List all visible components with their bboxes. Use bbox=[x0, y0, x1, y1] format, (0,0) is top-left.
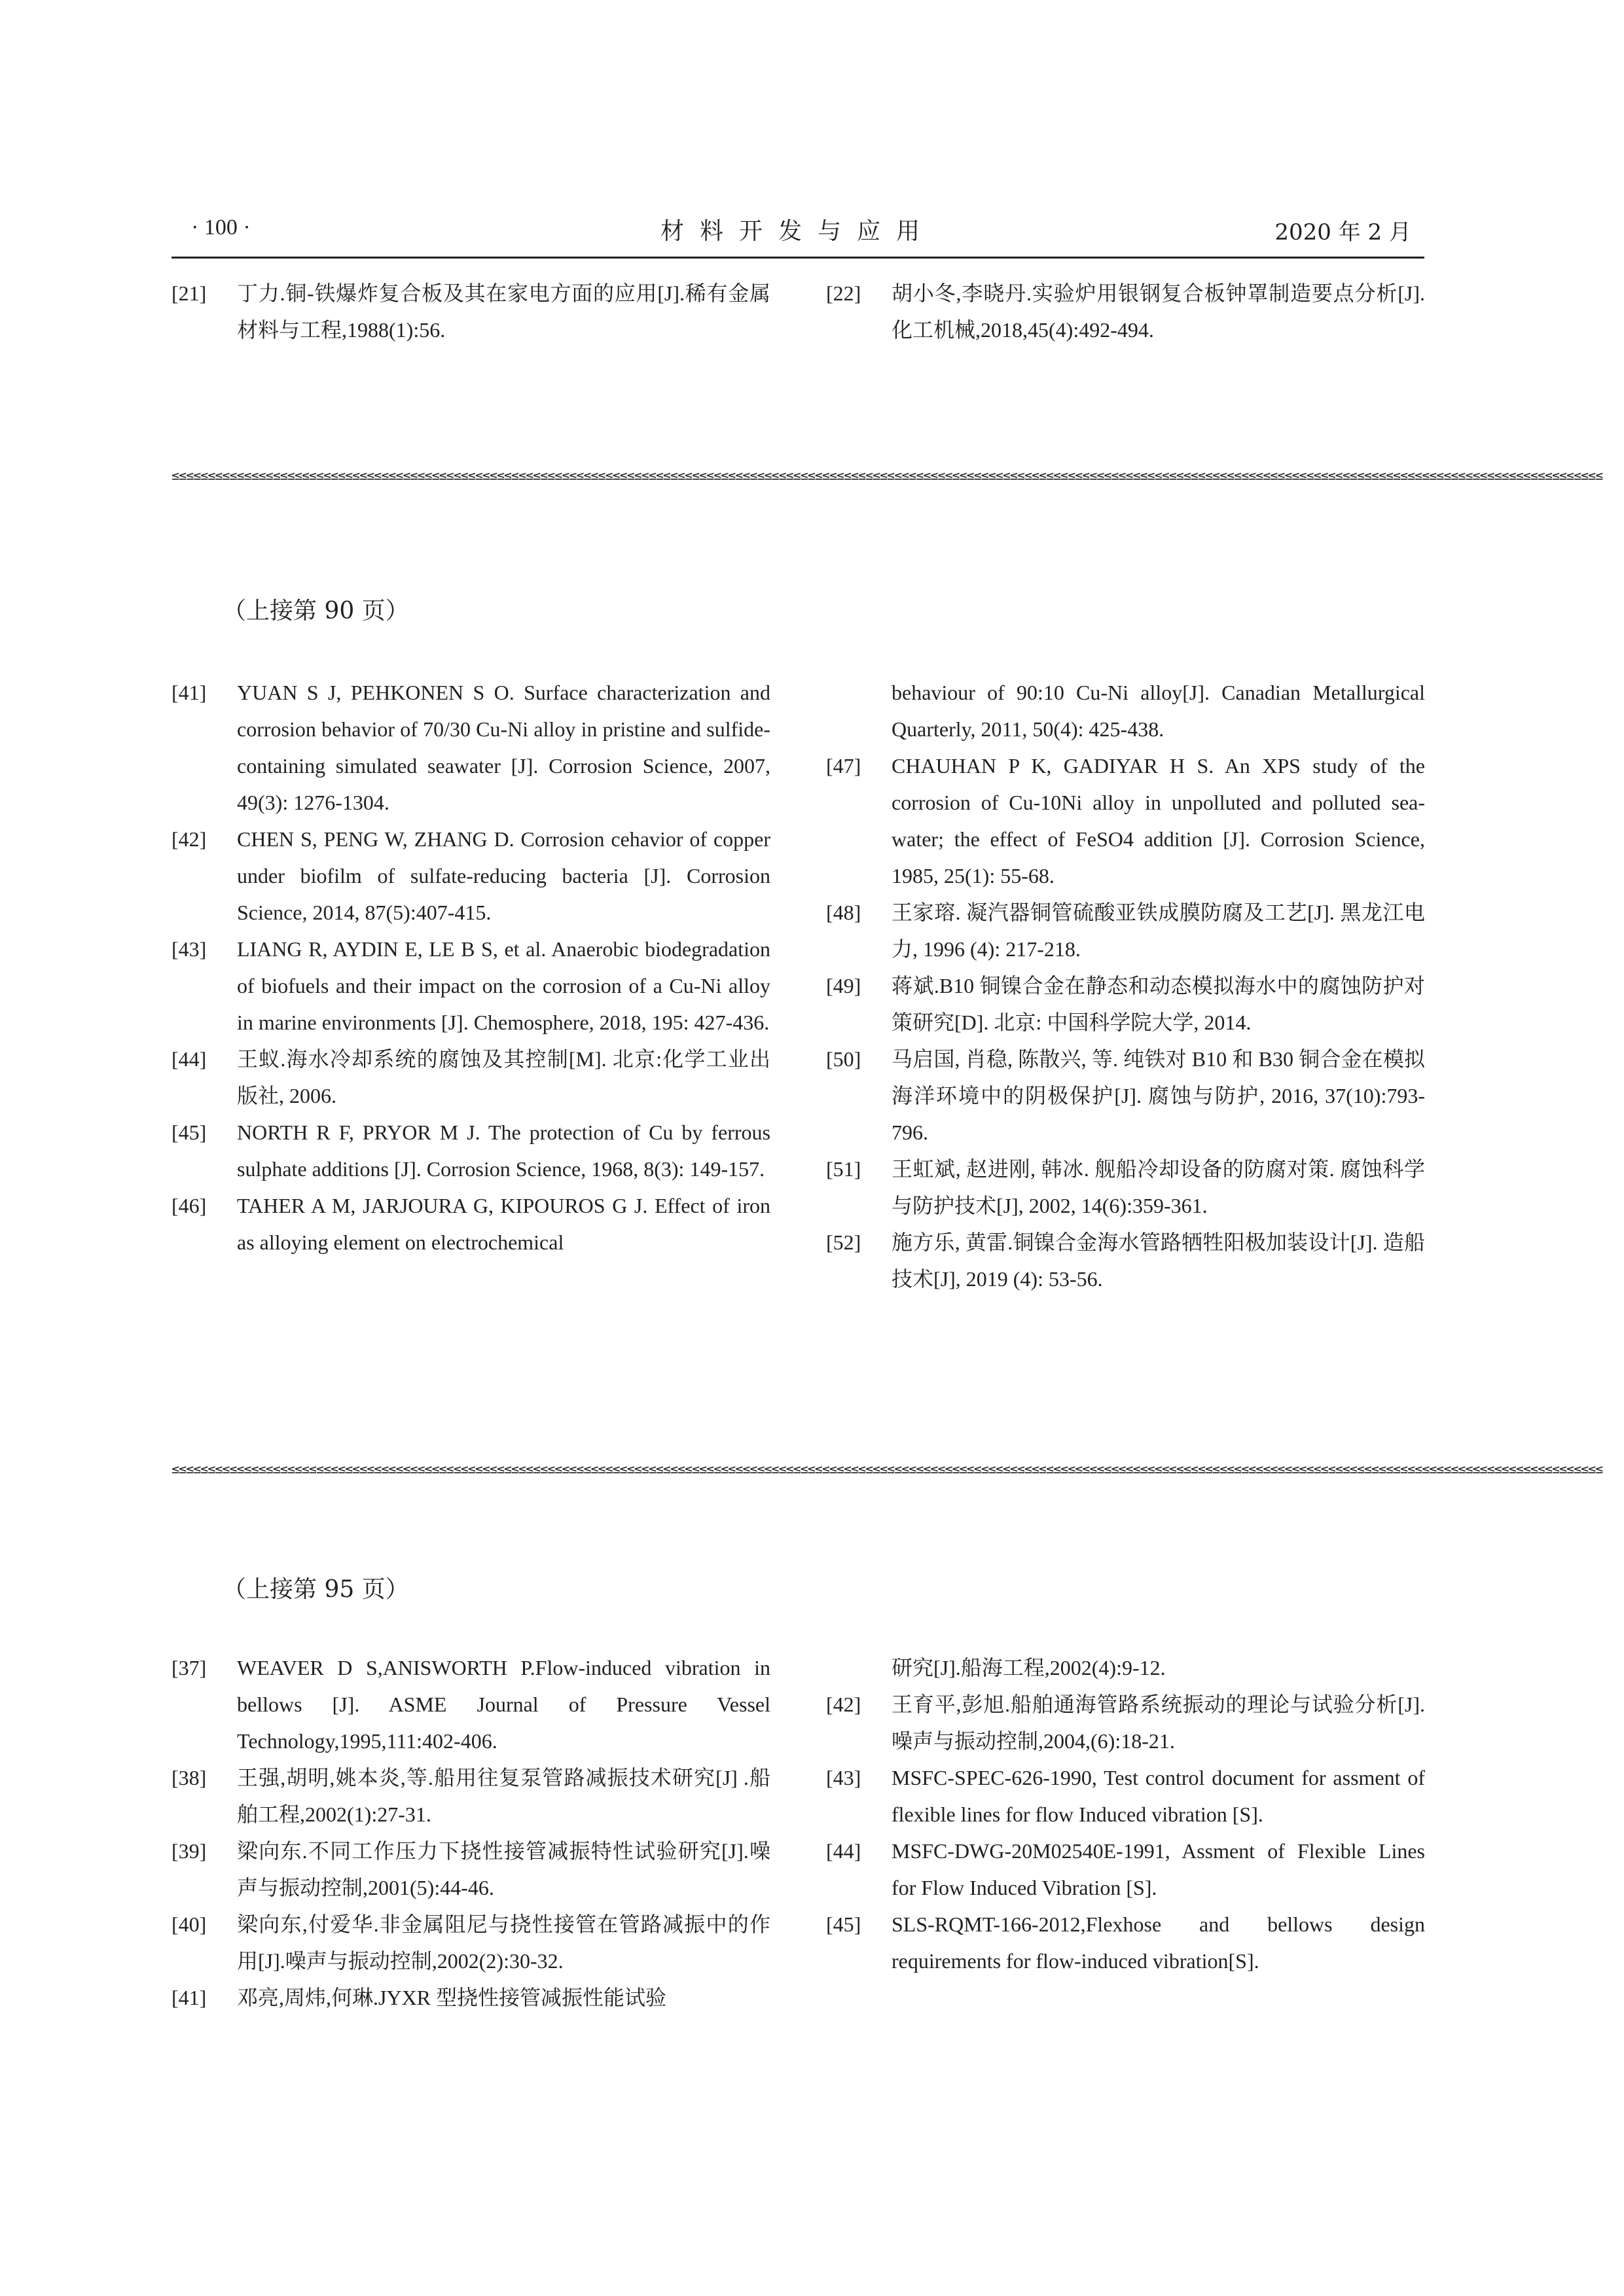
section1-left-column bbox=[171, 674, 770, 1261]
reference-entry bbox=[171, 1906, 770, 1979]
section2-right-column bbox=[826, 1649, 1425, 1979]
reference-number: [49] bbox=[826, 974, 861, 997]
running-header bbox=[171, 213, 1424, 252]
reference-number: [22] bbox=[826, 281, 861, 305]
reference-entry bbox=[826, 1041, 1425, 1151]
reference-text: 丁力.铜-铁爆炸复合板及其在家电方面的应用[J].稀有金属材料与工程,1988(1):56. bbox=[237, 281, 770, 342]
reference-number: [47] bbox=[826, 754, 861, 778]
section-divider: ≤≤≤≤≤≤≤≤≤≤≤≤≤≤≤≤≤≤≤≤≤≤≤≤≤≤≤≤≤≤≤≤≤≤≤≤≤≤≤≤≤≤≤≤≤≤≤≤≤≤≤≤≤≤≤≤≤≤≤≤≤≤≤≤≤≤≤≤≤≤≤≤≤≤≤≤≤≤≤≤≤≤≤≤≤≤≤≤≤≤≤≤≤≤≤≤≤≤≤≤≤≤≤≤≤≤≤≤≤≤≤≤≤≤≤≤≤≤≤≤≤≤≤≤≤≤≤≤≤≤≤≤≤≤≤≤≤≤≤≤≤≤≤≤≤≤≤≤≤≤≤≤≤≤≤≤≤≤≤≤≤≤≤≤≤≤≤≤≤≤≤≤≤≤≤≤≤≤≤≤≤≤≤≤≤≤≤≤≤≤≤≤≤≤≤≤≤≤ bbox=[171, 467, 1603, 483]
reference-entry bbox=[171, 1114, 770, 1187]
reference-entry bbox=[171, 1649, 770, 1759]
reference-number: [48] bbox=[826, 901, 861, 924]
continuation-title: （上接第 95 页） bbox=[223, 1576, 409, 1603]
reference-number: [45] bbox=[826, 1912, 861, 1936]
section-divider: ≤≤≤≤≤≤≤≤≤≤≤≤≤≤≤≤≤≤≤≤≤≤≤≤≤≤≤≤≤≤≤≤≤≤≤≤≤≤≤≤≤≤≤≤≤≤≤≤≤≤≤≤≤≤≤≤≤≤≤≤≤≤≤≤≤≤≤≤≤≤≤≤≤≤≤≤≤≤≤≤≤≤≤≤≤≤≤≤≤≤≤≤≤≤≤≤≤≤≤≤≤≤≤≤≤≤≤≤≤≤≤≤≤≤≤≤≤≤≤≤≤≤≤≤≤≤≤≤≤≤≤≤≤≤≤≤≤≤≤≤≤≤≤≤≤≤≤≤≤≤≤≤≤≤≤≤≤≤≤≤≤≤≤≤≤≤≤≤≤≤≤≤≤≤≤≤≤≤≤≤≤≤≤≤≤≤≤≤≤≤≤≤≤≤≤≤≤≤ bbox=[171, 1461, 1603, 1477]
reference-text: 王虹斌, 赵进刚, 韩冰. 舰船冷却设备的防腐对策. 腐蚀科学与防护技术[J], 2002, 14(6):359-361. bbox=[892, 1157, 1425, 1217]
reference-entry bbox=[826, 1224, 1425, 1297]
journal-title: 材料开发与应用 bbox=[660, 218, 935, 245]
reference-text: YUAN S J, PEHKONEN S O. Surface characterization and corrosion behavior of 70/30 Cu-Ni alloy in pristine and sulfide-containing simulated seawater [J]. Corrosion Science, 2007, 49(3): 1276-1304. bbox=[237, 681, 770, 814]
reference-number: [38] bbox=[171, 1766, 207, 1789]
reference-entry bbox=[171, 1187, 770, 1261]
reference-number: [44] bbox=[826, 1839, 861, 1863]
reference-number: [45] bbox=[171, 1121, 207, 1144]
reference-text: NORTH R F, PRYOR M J. The protection of Cu by ferrous sulphate additions [J]. Corrosion Science, 1968, 8(3): 149-157. bbox=[237, 1121, 770, 1181]
reference-text: 蒋斌.B10 铜镍合金在静态和动态模拟海水中的腐蚀防护对策研究[D]. 北京: 中国科学院大学, 2014. bbox=[892, 974, 1425, 1034]
reference-entry bbox=[171, 821, 770, 931]
reference-text: 王强,胡明,姚本炎,等.船用往复泵管路减振技术研究[J] .船舶工程,2002(1):27-31. bbox=[237, 1766, 770, 1826]
reference-text: 胡小冬,李晓丹.实验炉用银钢复合板钟罩制造要点分析[J].化工机械,2018,45(4):492-494. bbox=[892, 281, 1425, 342]
reference-entry bbox=[826, 1151, 1425, 1224]
reference-number: [52] bbox=[826, 1230, 861, 1254]
reference-text: MSFC-SPEC-626-1990, Test control document for assment of flexible lines for flow Induced vibration [S]. bbox=[892, 1766, 1425, 1826]
reference-entry bbox=[826, 1906, 1425, 1979]
header-rule bbox=[171, 257, 1424, 259]
reference-entry bbox=[171, 1833, 770, 1906]
reference-number: [39] bbox=[171, 1839, 207, 1863]
reference-entry bbox=[171, 1041, 770, 1114]
reference-number: [44] bbox=[171, 1047, 207, 1071]
reference-entry bbox=[826, 894, 1425, 967]
section2-left-column bbox=[171, 1649, 770, 2016]
reference-text: CHAUHAN P K, GADIYAR H S. An XPS study of the corrosion of Cu-10Ni alloy in unpolluted and polluted sea-water; the effect of FeSO4 addition [J]. Corrosion Science, 1985, 25(1): 55-68. bbox=[892, 754, 1425, 888]
reference-entry bbox=[171, 1979, 770, 2016]
reference-text: 王家瑢. 凝汽器铜管硫酸亚铁成膜防腐及工艺[J]. 黑龙江电力, 1996 (4): 217-218. bbox=[892, 901, 1425, 961]
reference-text: MSFC-DWG-20M02540E-1991, Assment of Flexible Lines for Flow Induced Vibration [S]. bbox=[892, 1839, 1425, 1899]
reference-continuation bbox=[826, 1649, 1425, 1686]
top-right-column bbox=[826, 275, 1425, 348]
reference-text: CHEN S, PENG W, ZHANG D. Corrosion cehavior of copper under biofilm of sulfate-reducing bacteria [J]. Corrosion Science, 2014, 87(5):407-415. bbox=[237, 827, 770, 924]
reference-number: [51] bbox=[826, 1157, 861, 1181]
reference-text: 施方乐, 黄雷.铜镍合金海水管路牺牲阳极加装设计[J]. 造船技术[J], 2019 (4): 53-56. bbox=[892, 1230, 1425, 1291]
issue-date: 2020 年 2 月 bbox=[1274, 219, 1411, 245]
reference-entry bbox=[826, 747, 1425, 894]
top-left-column bbox=[171, 275, 770, 348]
reference-text: 梁向东.不同工作压力下挠性接管减振特性试验研究[J].噪声与振动控制,2001(5):44-46. bbox=[237, 1839, 770, 1899]
reference-number: [41] bbox=[171, 1986, 207, 2009]
section1-right-column bbox=[826, 674, 1425, 1297]
reference-number: [43] bbox=[171, 937, 207, 961]
reference-entry bbox=[826, 1686, 1425, 1759]
reference-text: behaviour of 90:10 Cu-Ni alloy[J]. Canadian Metallurgical Quarterly, 2011, 50(4): 425-438. bbox=[892, 681, 1425, 741]
reference-continuation bbox=[826, 674, 1425, 747]
reference-entry bbox=[826, 275, 1425, 348]
reference-number: [40] bbox=[171, 1912, 207, 1936]
page-number: · 100 · bbox=[191, 215, 251, 240]
reference-number: [42] bbox=[171, 827, 207, 851]
reference-number: [50] bbox=[826, 1047, 861, 1071]
reference-text: LIANG R, AYDIN E, LE B S, et al. Anaerobic biodegradation of biofuels and their impact on the corrosion of a Cu-Ni alloy in marine environments [J]. Chemosphere, 2018, 195: 427-436. bbox=[237, 937, 770, 1034]
reference-text: 研究[J].船海工程,2002(4):9-12. bbox=[892, 1656, 1166, 1679]
reference-entry bbox=[171, 275, 770, 348]
reference-number: [21] bbox=[171, 281, 207, 305]
reference-text: SLS-RQMT-166-2012,Flexhose and bellows design requirements for flow-induced vibration[S]. bbox=[892, 1912, 1425, 1973]
reference-entry bbox=[826, 1759, 1425, 1833]
reference-number: [46] bbox=[171, 1194, 207, 1217]
reference-number: [41] bbox=[171, 681, 207, 704]
reference-text: 邓亮,周炜,何琳.JYXR 型挠性接管减振性能试验 bbox=[237, 1986, 667, 2009]
reference-number: [42] bbox=[826, 1693, 861, 1716]
reference-entry bbox=[171, 931, 770, 1041]
continuation-title: （上接第 90 页） bbox=[223, 598, 409, 624]
reference-entry bbox=[826, 1833, 1425, 1906]
reference-text: 王育平,彭旭.船舶通海管路系统振动的理论与试验分析[J].噪声与振动控制,2004,(6):18-21. bbox=[892, 1693, 1425, 1753]
reference-number: [43] bbox=[826, 1766, 861, 1789]
reference-text: WEAVER D S,ANISWORTH P.Flow-induced vibration in bellows [J]. ASME Journal of Pressure Vessel Technology,1995,111:402-406. bbox=[237, 1656, 770, 1753]
reference-text: 王蚁.海水冷却系统的腐蚀及其控制[M]. 北京:化学工业出版社, 2006. bbox=[237, 1047, 770, 1107]
reference-entry bbox=[826, 967, 1425, 1041]
reference-text: 马启国, 肖稳, 陈散兴, 等. 纯铁对 B10 和 B30 铜合金在模拟海洋环境中的阴极保护[J]. 腐蚀与防护, 2016, 37(10):793-796. bbox=[892, 1047, 1425, 1144]
reference-entry bbox=[171, 674, 770, 821]
reference-text: TAHER A M, JARJOURA G, KIPOUROS G J. Effect of iron as alloying element on electrochemical bbox=[237, 1194, 770, 1254]
reference-entry bbox=[171, 1759, 770, 1833]
reference-number: [37] bbox=[171, 1656, 207, 1679]
reference-text: 梁向东,付爱华.非金属阻尼与挠性接管在管路减振中的作用[J].噪声与振动控制,2002(2):30-32. bbox=[237, 1912, 770, 1973]
